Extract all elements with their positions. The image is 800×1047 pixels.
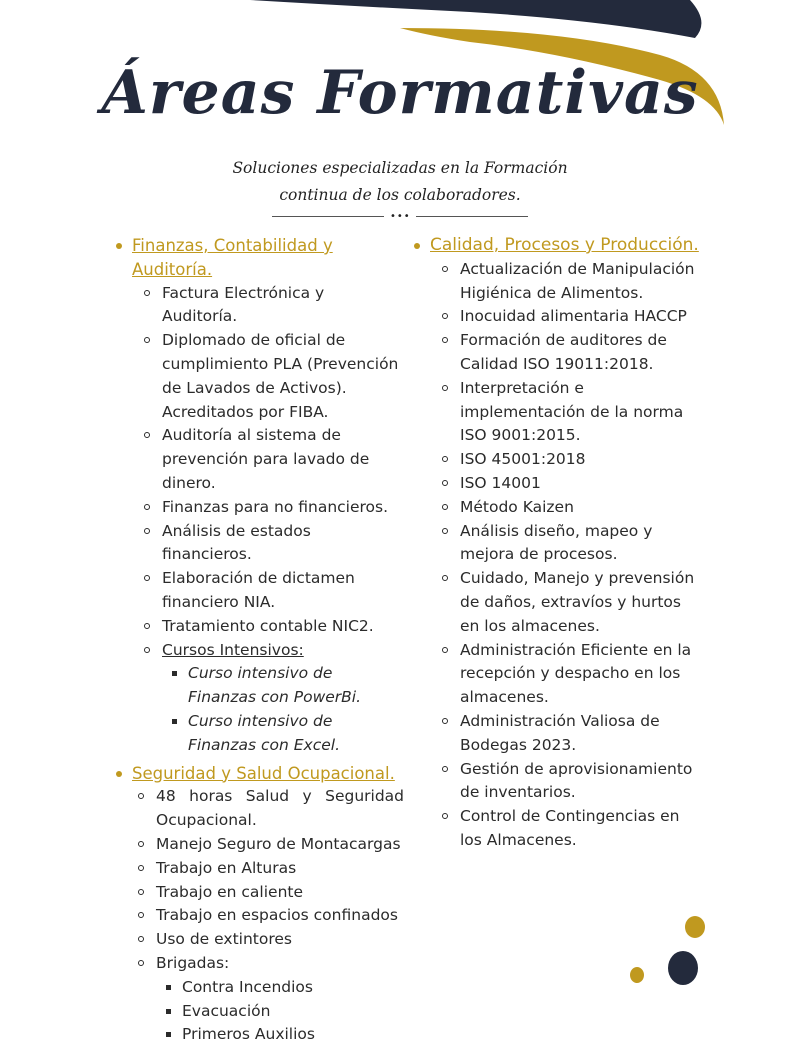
list-item xyxy=(136,833,404,857)
list-item-text: ISO 45001:2018 xyxy=(460,450,586,469)
list-item-text: Administración Valiosa de Bodegas 2023. xyxy=(460,711,660,754)
gold-dot-small xyxy=(630,967,644,983)
section-heading-seguridad: Seguridad y Salud Ocupacional. xyxy=(132,763,395,783)
seguridad-brigadas xyxy=(136,952,404,1047)
list-item-text: Trabajo en caliente xyxy=(156,882,304,901)
list-item-text: 48 horas Salud y Seguridad Ocupacional. xyxy=(156,787,404,830)
circle-bullet-icon xyxy=(442,385,448,391)
list-item xyxy=(168,662,404,710)
list-item xyxy=(440,805,700,853)
circle-bullet-icon xyxy=(442,337,448,343)
list-item xyxy=(440,567,700,638)
list-item-text: Gestión de aprovisionamiento de inventarios. xyxy=(460,759,693,802)
right-column xyxy=(410,232,700,853)
circle-bullet-icon xyxy=(138,865,144,871)
finanzas-intensivos xyxy=(142,639,404,758)
list-item-text: Control de Contingencias en los Almacenes. xyxy=(460,807,680,849)
list-item xyxy=(440,258,700,306)
gold-bullet-icon xyxy=(116,771,122,777)
list-item-text: Uso de extintores xyxy=(156,930,292,949)
section-finanzas xyxy=(112,234,404,758)
subtitle-line-1: Soluciones especializadas en la Formación xyxy=(232,159,568,177)
list-item xyxy=(440,305,700,329)
list-item xyxy=(142,567,404,615)
list-item xyxy=(136,857,404,881)
list-item xyxy=(142,329,404,424)
left-column xyxy=(112,232,404,1047)
list-item-text: Contra Incendios xyxy=(182,977,313,996)
title-divider xyxy=(272,211,528,222)
list-item xyxy=(440,758,700,806)
list-item xyxy=(440,329,700,377)
gold-bullet-icon xyxy=(414,243,420,249)
circle-bullet-icon xyxy=(144,575,150,581)
navy-dot xyxy=(668,951,698,985)
circle-bullet-icon xyxy=(442,528,448,534)
list-item xyxy=(440,448,700,472)
list-item xyxy=(440,639,700,710)
list-item xyxy=(162,976,404,1000)
list-item-text: Inocuidad alimentaria HACCP xyxy=(460,307,687,326)
circle-bullet-icon xyxy=(442,504,448,510)
circle-bullet-icon xyxy=(138,841,144,847)
circle-bullet-icon xyxy=(144,647,150,653)
circle-bullet-icon xyxy=(442,575,448,581)
list-item xyxy=(136,952,404,1047)
circle-bullet-icon xyxy=(442,718,448,724)
square-bullet-icon xyxy=(166,985,171,990)
list-item xyxy=(142,282,404,330)
list-item xyxy=(168,710,404,758)
list-item xyxy=(440,520,700,568)
circle-bullet-icon xyxy=(144,290,150,296)
list-item xyxy=(142,520,404,568)
divider-dots-icon: ••• xyxy=(390,211,411,222)
finanzas-list xyxy=(142,282,404,639)
list-item-text: Análisis de estados financieros. xyxy=(162,521,311,564)
circle-bullet-icon xyxy=(442,480,448,486)
square-bullet-icon xyxy=(166,1009,171,1014)
list-item-text: Curso intensivo de Finanzas con Excel. xyxy=(188,711,341,754)
circle-bullet-icon xyxy=(442,266,448,272)
circle-bullet-icon xyxy=(138,960,144,966)
section-heading-calidad: Calidad, Procesos y Producción. xyxy=(430,235,699,255)
calidad-list xyxy=(440,258,700,853)
list-item-text: Actualización de Manipulación Higiénica de Alimentos. xyxy=(460,259,695,302)
section-heading-finanzas: Finanzas, Contabilidad y Auditoría. xyxy=(132,236,333,279)
circle-bullet-icon xyxy=(144,504,150,510)
brigadas-label: Brigadas: xyxy=(156,953,230,972)
circle-bullet-icon xyxy=(442,313,448,319)
circle-bullet-icon xyxy=(138,793,144,799)
page-title: Áreas Formativas xyxy=(101,58,699,128)
section-seguridad xyxy=(112,762,404,1047)
circle-bullet-icon xyxy=(442,766,448,772)
seguridad-list xyxy=(136,785,404,952)
square-bullet-icon xyxy=(172,671,177,676)
circle-bullet-icon xyxy=(442,456,448,462)
list-item-text: Método Kaizen xyxy=(460,497,574,516)
circle-bullet-icon xyxy=(442,647,448,653)
list-item-text: ISO 14001 xyxy=(460,473,541,492)
list-item-text: Administración Eficiente en la recepción y despacho en los almacenes. xyxy=(460,640,692,707)
circle-bullet-icon xyxy=(144,623,150,629)
list-item-text: Cuidado, Manejo y prevensión de daños, extravíos y hurtos en los almacenes. xyxy=(460,569,695,635)
circle-bullet-icon xyxy=(138,889,144,895)
subtitle-line-2: continua de los colaboradores. xyxy=(279,186,521,204)
circle-bullet-icon xyxy=(138,912,144,918)
page-subtitle xyxy=(0,155,800,209)
list-item xyxy=(440,496,700,520)
list-item xyxy=(162,1000,404,1024)
list-item-text: Diplomado de oficial de cumplimiento PLA (Prevención de Lavados de Activos). Acreditados por FIBA. xyxy=(162,331,399,421)
list-item-text: Auditoría al sistema de prevención para lavado de dinero. xyxy=(162,426,370,492)
section-calidad xyxy=(410,234,700,853)
list-item xyxy=(136,785,404,833)
square-bullet-icon xyxy=(166,1032,171,1037)
intensivos-list xyxy=(168,662,404,757)
list-item xyxy=(162,1023,404,1047)
gold-dot-large xyxy=(685,916,705,938)
list-item-text: Factura Electrónica y Auditoría. xyxy=(162,283,325,326)
gold-bullet-icon xyxy=(116,243,122,249)
circle-bullet-icon xyxy=(442,813,448,819)
list-item-text: Curso intensivo de Finanzas con PowerBi. xyxy=(188,664,362,707)
circle-bullet-icon xyxy=(138,936,144,942)
list-item xyxy=(136,881,404,905)
list-item-text: Evacuación xyxy=(182,1001,271,1020)
brigadas-list xyxy=(162,976,404,1047)
circle-bullet-icon xyxy=(144,337,150,343)
list-item-text: Manejo Seguro de Montacargas xyxy=(156,834,401,853)
list-item xyxy=(136,904,404,928)
square-bullet-icon xyxy=(172,719,177,724)
list-item-text: Finanzas para no financieros. xyxy=(162,497,389,516)
list-item xyxy=(440,710,700,758)
list-item xyxy=(142,424,404,495)
list-item-text: Primeros Auxilios xyxy=(182,1025,315,1044)
list-item xyxy=(142,615,404,639)
circle-bullet-icon xyxy=(144,528,150,534)
list-item xyxy=(136,928,404,952)
circle-bullet-icon xyxy=(144,432,150,438)
list-item xyxy=(142,639,404,758)
list-item-text: Elaboración de dictamen financiero NIA. xyxy=(162,569,355,611)
list-item xyxy=(440,472,700,496)
list-item-text: Trabajo en espacios confinados xyxy=(156,906,398,925)
list-item xyxy=(142,496,404,520)
list-item-text: Trabajo en Alturas xyxy=(156,858,297,877)
list-item-text: Análisis diseño, mapeo y mejora de procesos. xyxy=(460,521,653,564)
intensivos-label: Cursos Intensivos: xyxy=(162,640,304,659)
list-item-text: Tratamiento contable NIC2. xyxy=(162,616,374,635)
list-item xyxy=(440,377,700,448)
list-item-text: Interpretación e implementación de la norma ISO 9001:2015. xyxy=(460,378,684,445)
list-item-text: Formación de auditores de Calidad ISO 19011:2018. xyxy=(460,331,667,373)
